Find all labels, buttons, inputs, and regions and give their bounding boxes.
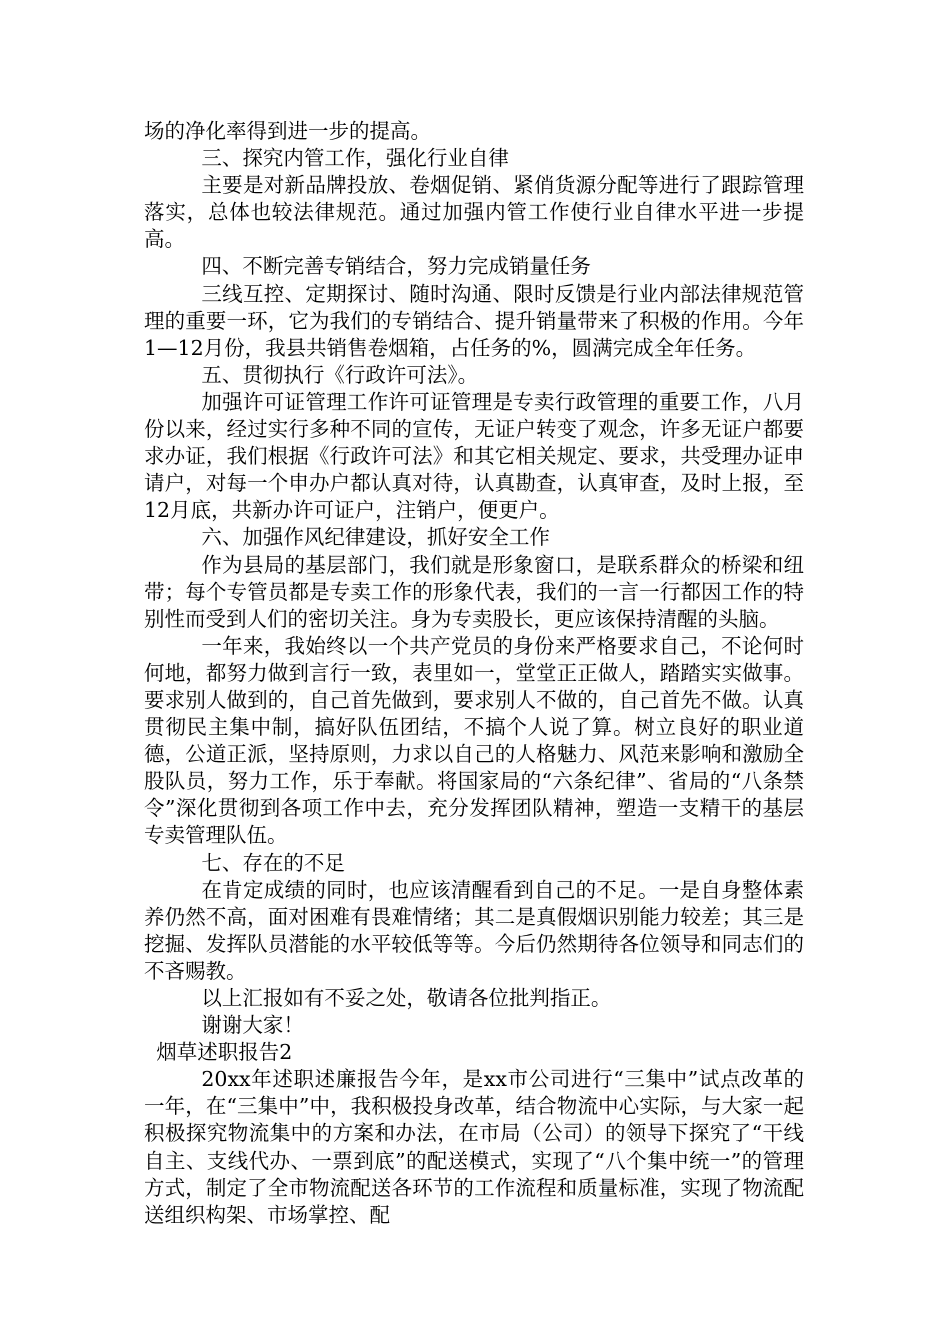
- closing-paragraph: 以上汇报如有不妥之处，敬请各位批判指正。: [201, 986, 612, 1010]
- body-paragraph: 主要是对新品牌投放、卷烟促销、紧俏货源分配等进行了跟踪管理落实，总体也较法律规范。通过加强内管工作使行业自律水平进一步提高。: [144, 173, 804, 252]
- section-heading-6: 六、加强作风纪律建设，抓好安全工作: [201, 525, 550, 550]
- report-title: 烟草述职报告2: [156, 1040, 293, 1065]
- body-paragraph: 一年来，我始终以一个共产党员的身份来严格要求自己，不论何时何地，都努力做到言行一致，表里如一，堂堂正正做人，踏踏实实做事。要求别人做到的，自己首先做到，要求别人不做的，自己首先不做。认真贯彻民主集中制，搞好队伍团结，不搞个人说了算。树立良好的职业道德，公道正派，坚持原则，力求以自己的人格魅力、风范来影响和激励全股队员，努力工作，乐于奉献。将国家局的“六条纪律”、省局的“八条禁令”深化贯彻到各项工作中去，充分发挥团队精神，塑造一支精干的基层专卖管理队伍。: [144, 633, 804, 848]
- document-page: [144, 118, 804, 1229]
- section-heading-4: 四、不断完善专销结合，努力完成销量任务: [201, 254, 591, 279]
- body-paragraph: 在肯定成绩的同时，也应该清醒看到自己的不足。一是自身整体素养仍然不高，面对困难有畏难情绪；其二是真假烟识别能力较差；其三是挖掘、发挥队员潜能的水平较低等等。今后仍然期待各位领导和同志们的不吝赐教。: [144, 877, 804, 983]
- body-paragraph: 三线互控、定期探讨、随时沟通、限时反馈是行业内部法律规范管理的重要一环，它为我们的专销结合、提升销量带来了积极的作用。今年1—12月份，我县共销售卷烟箱，占任务的%，圆满完成全年任务。: [144, 281, 804, 360]
- body-paragraph: 作为县局的基层部门，我们就是形象窗口，是联系群众的桥梁和纽带；每个专管员都是专卖工作的形象代表，我们的一言一行都因工作的特别性而受到人们的密切关注。身为专卖股长，更应该保持清醒的头脑。: [144, 552, 804, 631]
- thanks-paragraph: 谢谢大家！: [201, 1013, 304, 1038]
- body-paragraph: 20xx年述职述廉报告今年，是xx市公司进行“三集中”试点改革的一年，在“三集中”中，我积极投身改革，结合物流中心实际，与大家一起积极探究物流集中的方案和办法，在市局（公司）的领导下探究了“干线自主、支线代办、一票到底”的配送模式，实现了“八个集中统一”的管理方式，制定了全市物流配送各环节的工作流程和质量标准，实现了物流配送组织构架、市场掌控、配: [144, 1067, 804, 1227]
- paragraph-continuation: 场的净化率得到进一步的提高。: [144, 119, 431, 143]
- body-paragraph: 加强许可证管理工作许可证管理是专卖行政管理的重要工作，八月份以来，经过实行多种不同的宣传，无证户转变了观念，许多无证户都要求办证，我们根据《行政许可法》和其它相关规定、要求，共受理办证申请户，对每一个申办户都认真对待，认真勘查，认真审查，及时上报，至12月底，共新办许可证户，注销户，便更户。: [144, 389, 804, 523]
- section-heading-3: 三、探究内管工作，强化行业自律: [201, 146, 509, 171]
- section-heading-7: 七、存在的不足: [201, 850, 345, 875]
- section-heading-5: 五、贯彻执行《行政许可法》。: [201, 362, 479, 387]
